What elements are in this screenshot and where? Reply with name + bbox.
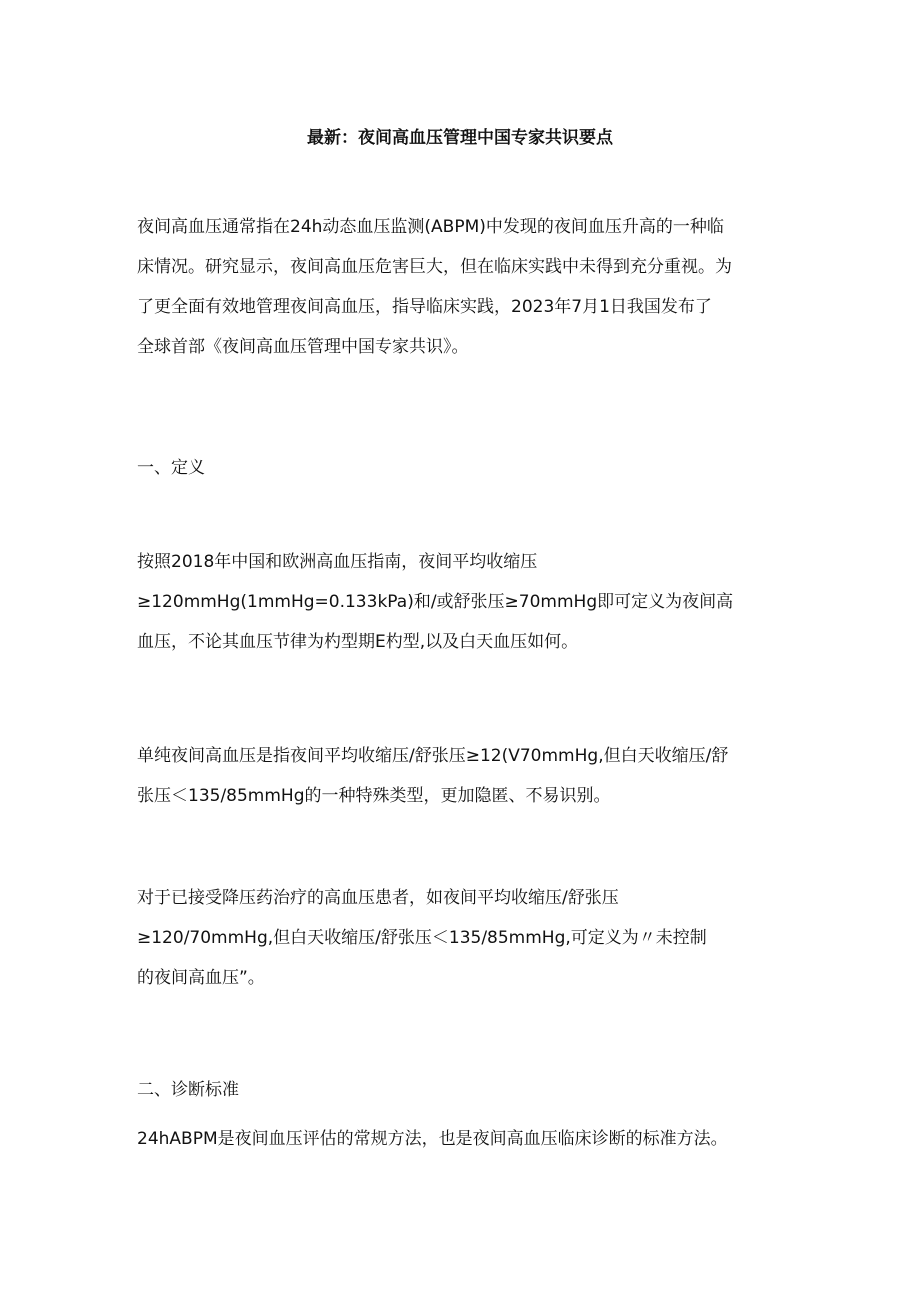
section-heading-diagnosis: 二、诊断标准	[137, 1080, 239, 1100]
definition-p3-line-2: ≥120/70mmHg,但白天收缩压/舒张压＜135/85mmHg,可定义为〃未控制	[137, 928, 707, 948]
diagnosis-p1-line-1: 24hABPM是夜间血压评估的常规方法，也是夜间高血压临床诊断的标准方法。	[137, 1129, 728, 1149]
intro-line-2: 床情况。研究显示，夜间高血压危害巨大，但在临床实践中未得到充分重视。为	[137, 257, 732, 277]
definition-paragraph-3	[137, 878, 785, 998]
intro-line-3: 了更全面有效地管理夜间高血压，指导临床实践，2023年7月1日我国发布了	[137, 297, 712, 317]
definition-p1-line-1: 按照2018年中国和欧洲高血压指南，夜间平均收缩压	[137, 552, 538, 572]
definition-paragraph-2	[137, 736, 785, 816]
definition-p3-line-3: 的夜间高血压”。	[137, 968, 265, 988]
diagnosis-paragraph-1	[137, 1119, 785, 1159]
definition-p2-line-1: 单纯夜间高血压是指夜间平均收缩压/舒张压≥12(V70mmHg,但白天收缩压/舒	[137, 746, 729, 766]
intro-paragraph	[137, 207, 785, 367]
section-heading-definition: 一、定义	[137, 458, 205, 478]
document-title: 最新：夜间高血压管理中国专家共识要点	[307, 128, 613, 148]
definition-p3-line-1: 对于已接受降压药治疗的高血压患者，如夜间平均收缩压/舒张压	[137, 888, 619, 908]
intro-line-1: 夜间高血压通常指在24h动态血压监测(ABPM)中发现的夜间血压升高的一种临	[137, 217, 724, 237]
definition-p1-line-2: ≥120mmHg(1mmHg=0.133kPa)和/或舒张压≥70mmHg即可定义为夜间高	[137, 592, 734, 612]
definition-p2-line-2: 张压＜135/85mmHg的一种特殊类型，更加隐匿、不易识别。	[137, 786, 611, 806]
definition-p1-line-3: 血压，不论其血压节律为杓型期E杓型,以及白天血压如何。	[137, 632, 579, 652]
definition-paragraph-1	[137, 542, 785, 662]
intro-line-4: 全球首部《夜间高血压管理中国专家共识》。	[137, 337, 469, 357]
